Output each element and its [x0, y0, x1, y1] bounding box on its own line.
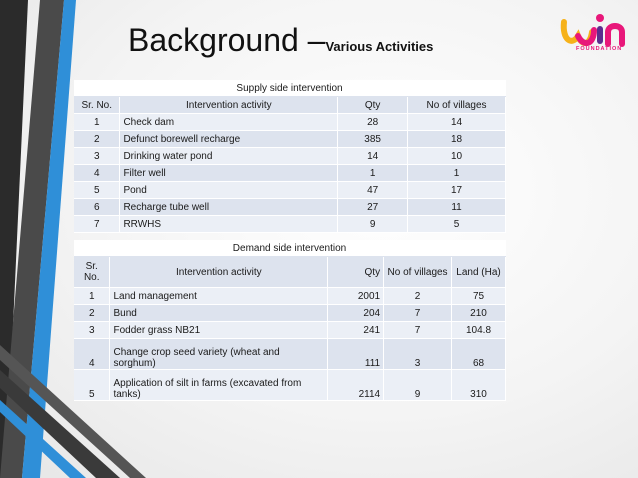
cell: 2114	[328, 370, 384, 401]
cell: 14	[338, 148, 408, 165]
cell: 68	[452, 339, 506, 370]
table-row	[74, 305, 506, 322]
header-cell: Land (Ha)	[452, 257, 506, 288]
cell: 1	[74, 114, 120, 131]
header-cell: Intervention activity	[120, 97, 338, 114]
cell: 1	[408, 165, 506, 182]
cell: 75	[452, 288, 506, 305]
cell: 3	[74, 148, 120, 165]
cell: 27	[338, 199, 408, 216]
cell: 204	[328, 305, 384, 322]
cell: RRWHS	[120, 216, 338, 233]
cell: 3	[384, 339, 452, 370]
cell: Land management	[110, 288, 328, 305]
cell: 9	[338, 216, 408, 233]
cell: 17	[408, 182, 506, 199]
cell: Filter well	[120, 165, 338, 182]
header-cell: No of villages	[384, 257, 452, 288]
supply-table	[74, 80, 506, 233]
cell: 310	[452, 370, 506, 401]
cell: 111	[328, 339, 384, 370]
demand-table	[74, 240, 506, 401]
cell: 5	[408, 216, 506, 233]
table-row	[74, 339, 506, 370]
header-cell: Qty	[338, 97, 408, 114]
cell: Drinking water pond	[120, 148, 338, 165]
cell: 11	[408, 199, 506, 216]
cell: Defunct borewell recharge	[120, 131, 338, 148]
cell: 2001	[328, 288, 384, 305]
cell: 104.8	[452, 322, 506, 339]
cell: 5	[74, 370, 110, 401]
cell: 7	[384, 305, 452, 322]
cell: 2	[384, 288, 452, 305]
cell: 3	[74, 322, 110, 339]
cell: 18	[408, 131, 506, 148]
table-row	[74, 165, 506, 182]
table-row	[74, 148, 506, 165]
cell: 210	[452, 305, 506, 322]
table-row	[74, 288, 506, 305]
cell: 7	[384, 322, 452, 339]
cell: Bund	[110, 305, 328, 322]
cell: 28	[338, 114, 408, 131]
table-header-row	[74, 97, 506, 114]
cell: 9	[384, 370, 452, 401]
table-row	[74, 182, 506, 199]
cell: 385	[338, 131, 408, 148]
demand-caption: Demand side intervention	[74, 240, 506, 257]
header-cell: Sr. No.	[74, 97, 120, 114]
cell: 47	[338, 182, 408, 199]
cell: 4	[74, 165, 120, 182]
header-cell: Qty	[328, 257, 384, 288]
slide-title	[128, 22, 433, 59]
cell: 10	[408, 148, 506, 165]
cell: 1	[338, 165, 408, 182]
cell: 5	[74, 182, 120, 199]
cell: 4	[74, 339, 110, 370]
cell: 1	[74, 288, 110, 305]
cell: 2	[74, 305, 110, 322]
cell: Fodder grass NB21	[110, 322, 328, 339]
supply-caption: Supply side intervention	[74, 80, 506, 97]
cell: 2	[74, 131, 120, 148]
table-row	[74, 216, 506, 233]
cell: 7	[74, 216, 120, 233]
cell: 14	[408, 114, 506, 131]
header-cell: No of villages	[408, 97, 506, 114]
logo-text: FOUNDATION	[576, 46, 623, 52]
win-logo-icon	[558, 10, 630, 60]
cell: Change crop seed variety (wheat and sorghum)	[110, 339, 328, 370]
table-row	[74, 114, 506, 131]
table-row	[74, 322, 506, 339]
table-row	[74, 131, 506, 148]
table-row	[74, 199, 506, 216]
title-sub: Various Activities	[325, 39, 434, 54]
title-main: Background –	[128, 22, 326, 58]
header-cell: Sr. No.	[74, 257, 110, 288]
cell: 241	[328, 322, 384, 339]
header-cell: Intervention activity	[110, 257, 328, 288]
cell: Pond	[120, 182, 338, 199]
cell: Application of silt in farms (excavated from tanks)	[110, 370, 328, 401]
table-header-row	[74, 257, 506, 288]
cell: 6	[74, 199, 120, 216]
table-row	[74, 370, 506, 401]
cell: Recharge tube well	[120, 199, 338, 216]
cell: Check dam	[120, 114, 338, 131]
